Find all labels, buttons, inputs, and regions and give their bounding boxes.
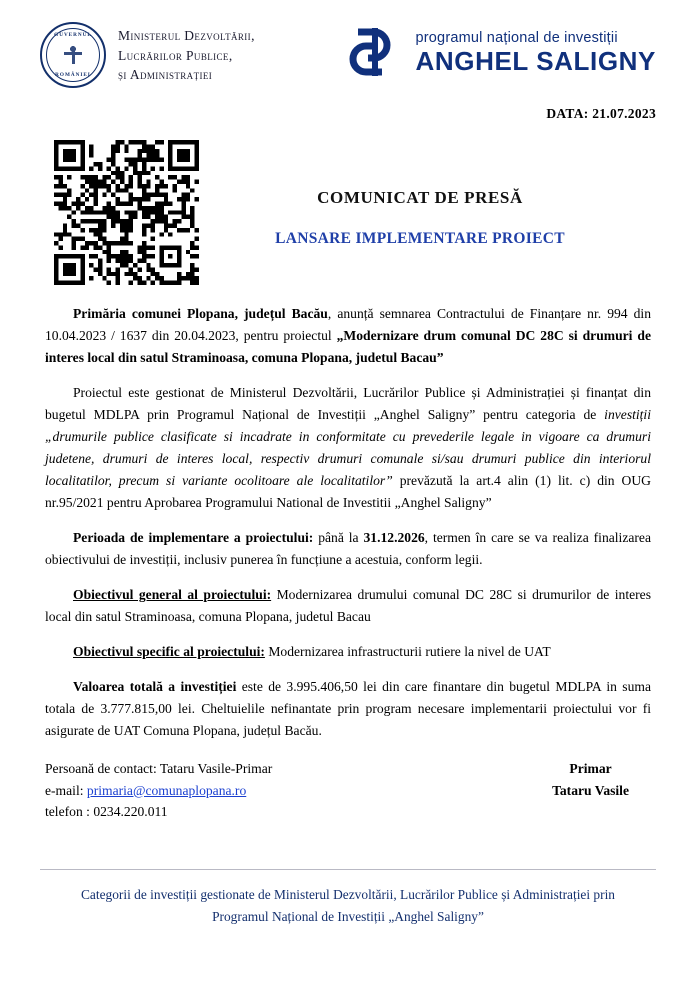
signature-title: Primar	[569, 761, 612, 777]
qr-code-container	[40, 140, 214, 285]
program-name	[416, 30, 657, 74]
contact-phone: telefon : 0234.220.011	[45, 804, 168, 820]
footer-line-1: Categorii de investiții gestionate de Ministerul Dezvoltării, Lucrărilor Publice și Administrației prin	[80, 886, 616, 902]
general-objective-label: Obiectivul general al proiectului:	[73, 587, 272, 603]
contract-text: , anunță semnarea Contractului de Finanțare nr. 994 din 10.04.2023 / 1637 din 20.04.2023, pentru proiectul	[45, 306, 651, 344]
ministry-line-2: Lucrărilor Publice,	[118, 47, 233, 63]
total-value-label: Valoarea totală a investiției	[73, 679, 237, 695]
specific-objective-label: Obiectivul specific al proiectului:	[73, 644, 265, 660]
paragraph-specific-objective	[45, 641, 651, 663]
contact-email-row	[45, 780, 272, 801]
qr-and-titles	[40, 140, 656, 285]
ministry-branding	[40, 22, 255, 88]
contact-person: Persoană de contact: Tataru Vasile-Primar	[45, 761, 273, 777]
page-subtitle: LANSARE IMPLEMENTARE PROIECT	[275, 230, 565, 247]
period-text-1: până la	[313, 530, 364, 546]
page-title: COMUNICAT DE PRESĂ	[317, 188, 523, 207]
title-block	[214, 140, 656, 248]
government-seal-icon	[40, 22, 106, 88]
period-date: 31.12.2026	[363, 530, 425, 546]
paragraph-period	[45, 527, 651, 571]
email-link[interactable]: primaria@comunaplopana.ro	[86, 782, 247, 798]
commune-name: Primăria comunei Plopana, județul Bacău	[73, 306, 328, 321]
signature-block	[552, 758, 651, 802]
program-branding	[348, 22, 657, 78]
email-label: e-mail:	[45, 782, 87, 798]
contact-details	[45, 758, 272, 822]
program-title: ANGHEL SALIGNY	[415, 46, 656, 76]
footer-divider	[40, 869, 656, 870]
document-body	[40, 303, 656, 742]
paragraph-general-objective	[45, 584, 651, 628]
project-name: „Modernizare drum comunal DC 28C si drumuri de interes local din satul Straminoasa, comuna Plopana, judetul Bacau”	[45, 328, 651, 366]
paragraph-management	[45, 382, 651, 514]
period-label: Perioada de implementare a proiectului:	[73, 530, 314, 546]
footer-line-2: Programul Național de Investiții „Anghel Saligny”	[212, 908, 484, 924]
paragraph-announcement	[45, 303, 651, 369]
specific-objective-text: Modernizarea infrastructurii rutiere la nivel de UAT	[264, 644, 551, 660]
signature-name: Tataru Vasile	[552, 783, 629, 799]
document-date: DATA: 21.07.2023	[546, 106, 656, 121]
legal-basis-text: prevăzută la art.4 alin (1) lit. c) din OUG nr.95/2021 pentru Aprobarea Programului National de Investitii „Anghel Saligny”	[45, 473, 651, 511]
management-text: Proiectul este gestionat de Ministerul Dezvoltării, Lucrărilor Publice și Administrației și finanțat din bugetul MDLPA prin Programul Național de Investiții „Anghel Saligny” pentru categoria de	[45, 385, 651, 423]
ministry-name	[118, 22, 255, 85]
qr-code	[54, 140, 199, 285]
general-objective-text: Modernizarea drumului comunal DC 28C si drumurilor de interes local din satul Straminoasa, comuna Plopana, judetul Bacau	[45, 587, 651, 625]
ministry-line-1: Ministerul Dezvoltării,	[118, 28, 255, 43]
contact-block	[40, 758, 656, 822]
anghel-saligny-logo-icon	[348, 26, 404, 78]
seal-top-text: GUVERNUL	[54, 32, 92, 38]
seal-bottom-text: ROMÂNIEI	[55, 72, 91, 78]
ministry-line-3: și Administrației	[118, 67, 213, 83]
total-value-text: este de 3.995.406,50 lei din care finantare din bugetul MDLPA in suma totala de 3.777.815,00 lei. Cheltuielile nefinantate prin program necesare implementarii proiectului vor fi asigurate de UAT Comuna Plopana, județul Bacău.	[45, 679, 651, 739]
period-text-2: , termen în care se va realiza finalizarea obiectivului de investiții, inclusiv punerea în funcțiune a acestuia, conform legii.	[45, 530, 651, 568]
seal-emblem-icon	[60, 40, 86, 70]
paragraph-value	[45, 676, 651, 742]
document-footer	[40, 869, 656, 928]
document-header	[40, 0, 656, 88]
investment-category-quote: investiții „drumurile publice clasificate si incadrate in conformitate cu prevederile legale in vigoare ca drumuri judetene, drumuri de interes local, respectiv drumuri comunale si/sau drumuri publice din interiorul localitatilor, precum si variante ocolitoare ale localitatilor”	[45, 407, 651, 489]
program-subtitle: programul național de investiții	[415, 30, 618, 46]
